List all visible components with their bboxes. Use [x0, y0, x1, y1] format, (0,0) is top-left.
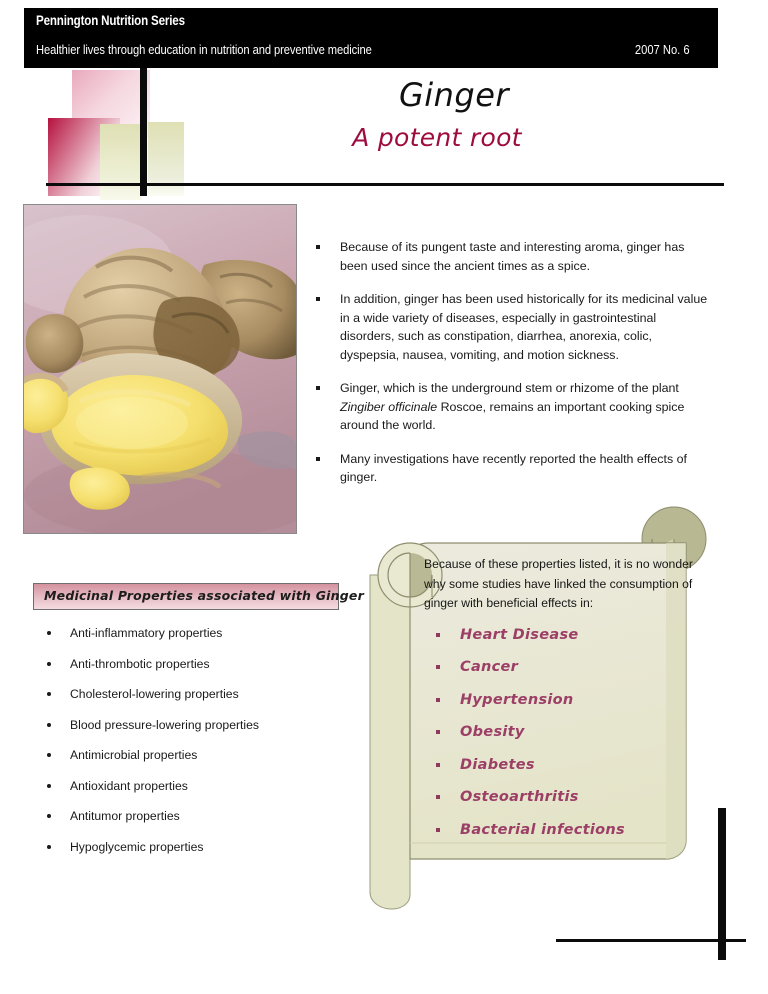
ginger-photo-image [24, 205, 296, 533]
medicinal-property-text: Anti-thrombotic properties [70, 656, 210, 671]
disease-text: Hypertension [460, 691, 574, 708]
intro-bullet-text: In addition, ginger has been used historically for its medicinal value in a wide variety of diseases, especially in gastrointestinal disorders, such as constipation, diarrhea, anorexia, colic, dyspepsia, nausea, vomiting, and motion sickness. [340, 292, 708, 362]
disease-text: Bacterial infections [460, 821, 625, 838]
bullet-icon [316, 245, 320, 249]
disease-text: Osteoarthritis [460, 789, 579, 805]
intro-bullet-item-plant [310, 379, 710, 435]
list-item [424, 659, 696, 692]
list-item [424, 692, 696, 725]
list-item [424, 724, 696, 757]
bullet-icon [316, 297, 320, 301]
ginger-photo [23, 204, 297, 534]
list-item [424, 627, 696, 660]
disease-benefit-list [424, 627, 696, 855]
bullet-icon [436, 665, 440, 669]
medicinal-property-text: Antioxidant properties [70, 778, 188, 793]
medicinal-property-text: Cholesterol-lowering properties [70, 687, 239, 701]
scroll-content [424, 555, 696, 854]
disease-text: Diabetes [460, 756, 535, 773]
page-subtitle: A potent root [352, 123, 522, 152]
bullet-icon [47, 692, 51, 696]
species-name: Zingiber officinale [340, 399, 438, 414]
bullet-icon [436, 633, 440, 637]
list-item [40, 779, 340, 810]
bullet-icon [47, 814, 51, 818]
bullet-icon [47, 845, 51, 849]
intro-bullet-list [310, 238, 710, 502]
medicinal-property-text: Antimicrobial properties [70, 748, 198, 762]
bullet-icon [47, 662, 51, 666]
bullet-icon [47, 723, 51, 727]
list-item [424, 757, 696, 790]
intro-bullet-text-before: Ginger, which is the underground stem or rhizome of the plant [340, 381, 679, 395]
list-item [40, 718, 340, 749]
footer-horizontal-rule [556, 939, 746, 942]
bullet-icon [436, 795, 440, 799]
list-item [40, 809, 340, 840]
header-tagline: Healthier lives through education in nutrition and preventive medicine [36, 42, 372, 57]
medicinal-property-text: Blood pressure-lowering properties [70, 717, 260, 732]
scroll-intro-text: Because of these properties listed, it is no wonder why some studies have linked the consumption of ginger with beneficial effects in: [424, 557, 693, 610]
medicinal-property-text: Hypoglycemic properties [70, 839, 204, 854]
intro-bullet-text: Because of its pungent taste and interesting aroma, ginger has been used since the ancient times as a spice. [340, 240, 685, 273]
list-item [40, 657, 340, 688]
medicinal-property-text: Anti-inflammatory properties [70, 626, 223, 640]
list-item [40, 687, 340, 718]
disease-text: Cancer [460, 659, 519, 675]
bullet-icon [436, 828, 440, 832]
medicinal-properties-heading: Medicinal Properties associated with Ginger [44, 588, 364, 603]
bullet-icon [47, 784, 51, 788]
intro-bullet-item [310, 450, 710, 487]
bullet-icon [436, 730, 440, 734]
page-title: Ginger [398, 76, 510, 114]
list-item [424, 789, 696, 822]
header-series-title: Pennington Nutrition Series [36, 13, 185, 28]
medicinal-properties-list [40, 626, 340, 870]
list-item [40, 748, 340, 779]
medicinal-property-text: Antitumor properties [70, 809, 180, 823]
bullet-icon [436, 763, 440, 767]
bullet-icon [316, 457, 320, 461]
list-item [424, 822, 696, 855]
intro-bullet-text-after: Roscoe, remains an important cooking spice around the world. [340, 399, 685, 432]
list-item [40, 840, 340, 871]
title-horizontal-rule [46, 183, 724, 186]
footer-vertical-bar [718, 808, 726, 960]
bullet-icon [47, 631, 51, 635]
disease-text: Obesity [460, 724, 525, 740]
bullet-icon [47, 753, 51, 757]
bullet-icon [436, 698, 440, 702]
intro-bullet-text: Many investigations have recently reported the health effects of ginger. [340, 451, 687, 484]
intro-bullet-item [310, 290, 710, 364]
header-bar [24, 8, 718, 68]
intro-bullet-item [310, 238, 710, 275]
bullet-icon [316, 386, 320, 390]
medicinal-properties-heading-box [33, 583, 364, 610]
header-issue-number: 2007 No. 6 [635, 42, 690, 57]
parchment-scroll [366, 505, 718, 910]
list-item [40, 626, 340, 657]
disease-text: Heart Disease [460, 626, 579, 643]
